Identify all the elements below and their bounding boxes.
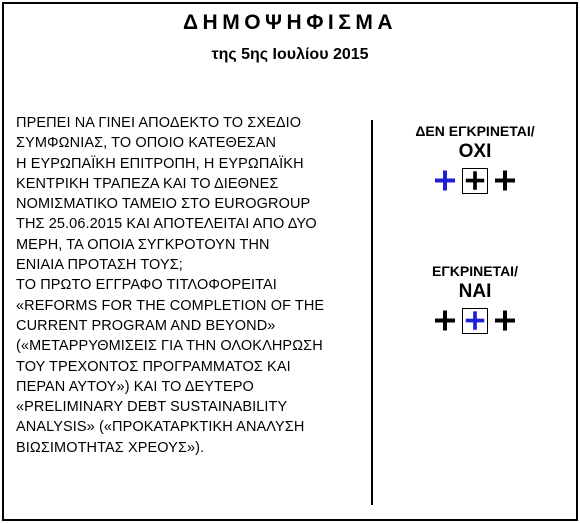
plus-glyph <box>463 169 487 193</box>
question-line: Η ΕΥΡΩΠΑΪΚΗ ΕΠΙΤΡΟΠΗ, Η ΕΥΡΩΠΑΪΚΗ <box>16 155 304 172</box>
plus-icon[interactable] <box>492 168 518 194</box>
option-yes-label: ΕΓΚΡΙΝΕΤΑΙ/ <box>432 263 518 279</box>
ballot-title: ΔΗΜΟΨΗΦΙΣΜΑ <box>182 11 398 34</box>
option-no-label: ΔΕΝ ΕΓΚΡΙΝΕΤΑΙ/ <box>415 123 535 139</box>
question-line: CURRENT PROGRAM AND BEYOND» <box>16 317 276 334</box>
question-line: «PRELIMINARY DEBT SUSTAINABILITY <box>16 399 288 416</box>
ballot-date: της 5ης Ιουλίου 2015 <box>211 46 369 63</box>
option-no <box>385 122 565 198</box>
plus-glyph <box>492 168 518 194</box>
question-line: ΝΟΜΙΣΜΑΤΙΚΟ ΤΑΜΕΙΟ ΣΤΟ EUROGROUP <box>16 196 311 213</box>
option-no-marks <box>385 168 565 198</box>
question-line: ΠΕΡΑΝ ΑΥΤΟΥ») ΚΑΙ ΤΟ ΔΕΥΤΕΡΟ <box>16 378 254 395</box>
plus-icon[interactable] <box>492 308 518 334</box>
plus-icon[interactable] <box>462 308 488 334</box>
plus-glyph <box>463 309 487 333</box>
option-no-short: ΟΧΙ <box>458 141 492 162</box>
question-line: ΣΥΜΦΩΝΙΑΣ, ΤΟ ΟΠΟΙΟ ΚΑΤΕΘΕΣΑΝ <box>16 135 277 152</box>
question-line: ΚΕΝΤΡΙΚΗ ΤΡΑΠΕΖΑ ΚΑΙ ΤΟ ΔΙΕΘΝΕΣ <box>16 175 279 192</box>
referendum-question <box>16 113 361 458</box>
question-line: ΠΡΕΠΕΙ ΝΑ ΓΙΝΕΙ ΑΠΟΔΕΚΤΟ ΤΟ ΣΧΕΔΙΟ <box>16 115 302 131</box>
option-yes <box>385 262 565 338</box>
question-line: ΜΕΡΗ, ΤΑ ΟΠΟΙΑ ΣΥΓΚΡΟΤΟΥΝ ΤΗΝ <box>16 236 270 253</box>
question-line: («ΜΕΤΑΡΡΥΘΜΙΣΕΙΣ ΓΙΑ ΤΗΝ ΟΛΟΚΛΗΡΩΣΗ <box>16 338 323 355</box>
option-yes-marks <box>385 308 565 338</box>
question-line: ANALYSIS» («ΠΡΟΚΑΤΑΡΚΤΙΚΗ ΑΝΑΛΥΣΗ <box>16 419 305 436</box>
plus-icon[interactable] <box>432 168 458 194</box>
plus-glyph <box>432 308 458 334</box>
column-divider <box>371 120 373 505</box>
question-line: ΒΙΩΣΙΜΟΤΗΤΑΣ ΧΡΕΟΥΣ»). <box>16 439 205 456</box>
plus-icon[interactable] <box>432 308 458 334</box>
question-line: ΤΟΥ ΤΡΕΧΟΝΤΟΣ ΠΡΟΓΡΑΜΜΑΤΟΣ ΚΑΙ <box>16 358 291 375</box>
option-yes-short: ΝΑΙ <box>458 281 492 302</box>
question-line: «REFORMS FOR THE COMPLETION OF THE <box>16 297 325 314</box>
question-line: ΤΟ ΠΡΩΤΟ ΕΓΓΡΑΦΟ ΤΙΤΛΟΦΟΡΕΙΤΑΙ <box>16 277 277 294</box>
plus-icon[interactable] <box>462 168 488 194</box>
question-line: ΕΝΙΑΙΑ ΠΡΟΤΑΣΗ ΤΟΥΣ; <box>16 257 183 274</box>
plus-glyph <box>432 168 458 194</box>
plus-glyph <box>492 308 518 334</box>
question-line: ΤΗΣ 25.06.2015 ΚΑΙ ΑΠΟΤΕΛΕΙΤΑΙ ΑΠΟ ΔΥΟ <box>16 216 317 233</box>
